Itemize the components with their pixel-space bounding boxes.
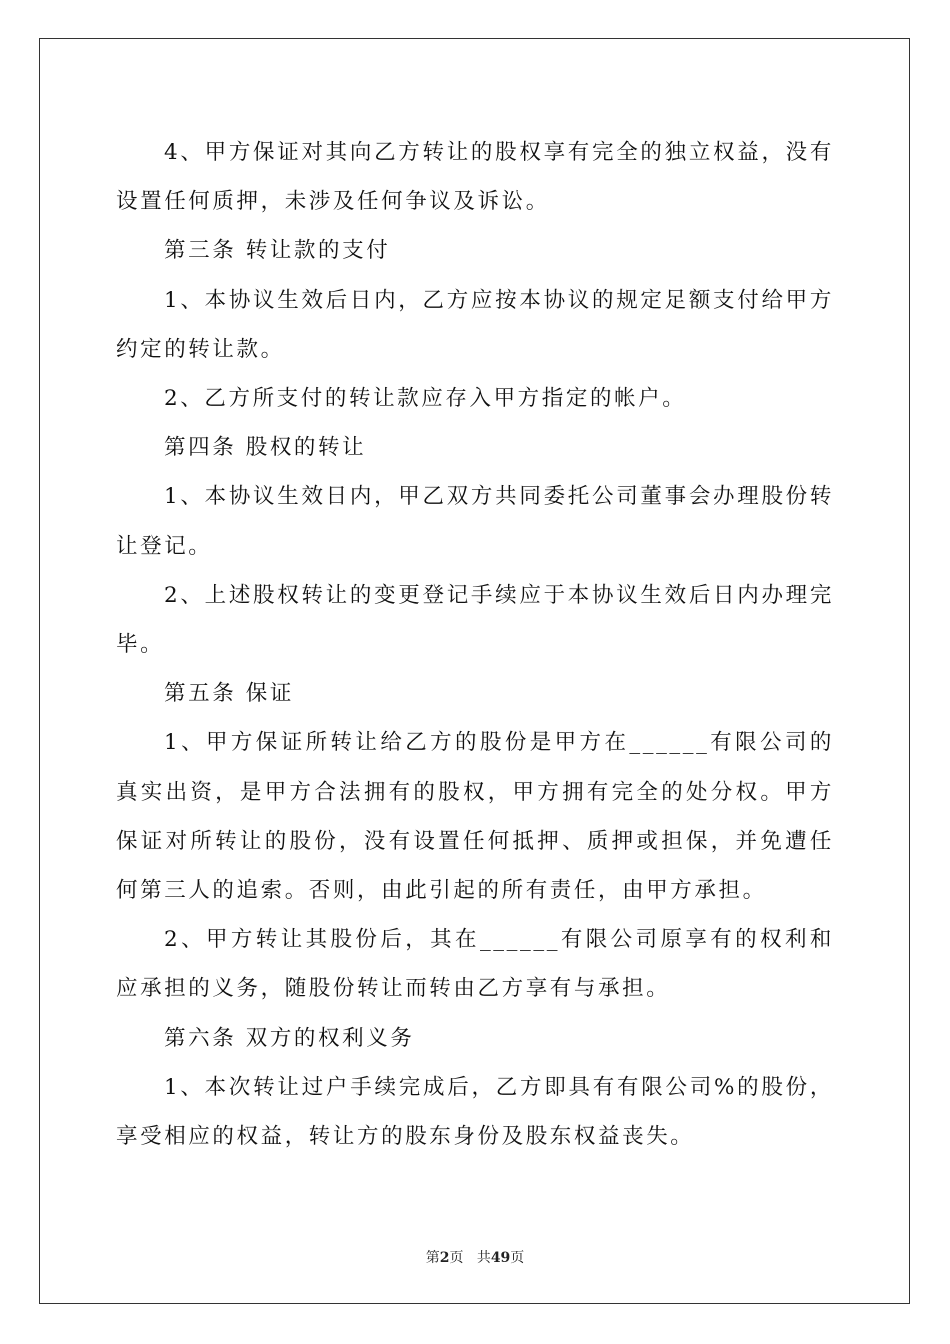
page-footer [0,1247,950,1267]
article-3-clause-2: 2、乙方所支付的转让款应存入甲方指定的帐户。 [164,386,687,412]
article-6-clause-1: 1、本次转让过户手续完成后，乙方即具有有限公司%的股份，享受相应的权益，转让方的股东身份及股东权益丧失。 [116,1074,834,1150]
clause-4-guarantee: 4、甲方保证对其向乙方转让的股权享有完全的独立权益，没有设置任何质押，未涉及任何争议及诉讼。 [116,140,834,215]
current-page-number: 2 [439,1250,450,1266]
footer-total-prefix: 共 [476,1250,491,1266]
article-3-heading: 第三条 转让款的支付 [164,238,391,264]
article-4-clause-2: 2、上述股权转让的变更登记手续应于本协议生效后日内办理完毕。 [116,582,834,658]
footer-prefix: 第 [425,1250,440,1266]
article-6-heading: 第六条 双方的权利义务 [164,1025,415,1051]
article-5-clause-2: 2、甲方转让其股份后，其在______有限公司原享有的权利和应承担的义务，随股份转让而转由乙方享有与承担。 [116,927,834,1002]
footer-page-suffix: 页 [449,1250,464,1266]
footer-total-suffix: 页 [510,1250,525,1266]
article-5-heading: 第五条 保证 [164,681,294,707]
article-4-heading: 第四条 股权的转让 [164,435,367,461]
article-4-clause-1: 1、本协议生效日内，甲乙双方共同委托公司董事会办理股份转让登记。 [116,484,834,559]
document-body [116,128,834,1161]
article-5-clause-1: 1、甲方保证所转让给乙方的股份是甲方在______有限公司的真实出资，是甲方合法拥有的股权，甲方拥有完全的处分权。甲方保证对所转让的股份，没有设置任何抵押、质押或担保，并免遭任何第三人的追索。否则，由此引起的所有责任，由甲方承担。 [116,730,834,904]
article-3-clause-1: 1、本协议生效后日内，乙方应按本协议的规定足额支付给甲方约定的转让款。 [116,287,834,362]
total-pages-number: 49 [490,1250,511,1266]
